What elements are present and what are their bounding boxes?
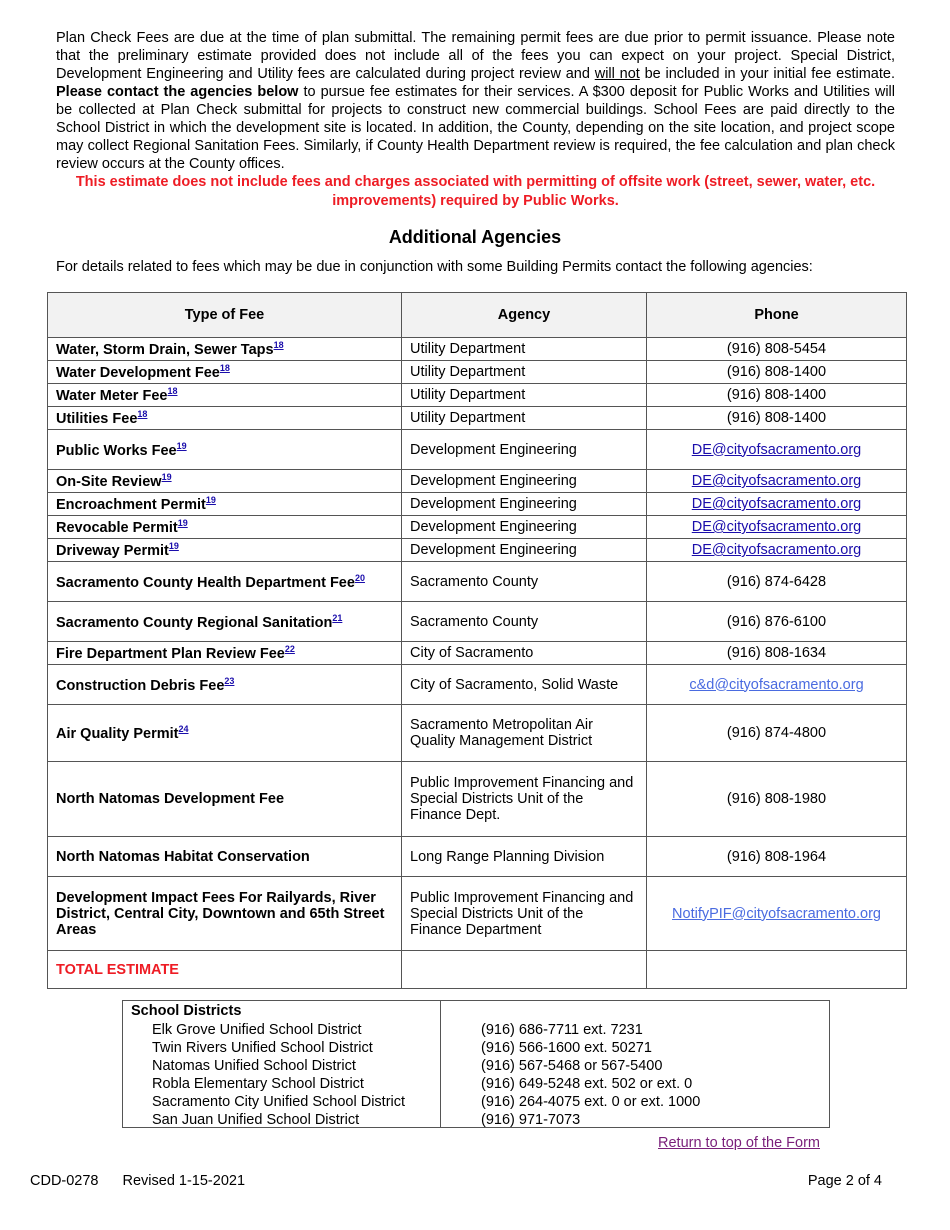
school-district-phone: (916) 649-5248 ext. 502 or ext. 0 [481, 1076, 693, 1092]
footnote-link[interactable]: 19 [205, 495, 216, 506]
fee-type-cell [48, 837, 402, 877]
fee-type-cell [48, 493, 402, 516]
agency-phone: (916) 876-6100 [726, 613, 827, 630]
table-row [48, 384, 907, 407]
footnote-link[interactable]: 23 [224, 675, 235, 686]
agency-phone: (916) 874-4800 [726, 725, 827, 741]
fee-type-cell [48, 642, 402, 665]
phone-cell [647, 338, 907, 361]
total-row [48, 951, 907, 989]
phone-cell [647, 470, 907, 493]
phone-cell [647, 602, 907, 642]
fee-type-label: Sacramento County Health Department Fee [56, 574, 355, 591]
fee-type-label: Sacramento County Regional Sanitation [56, 614, 333, 631]
fee-type-label: On-Site Review [56, 473, 162, 490]
fee-type-cell [48, 562, 402, 602]
agency-email-link[interactable]: NotifyPIF@cityofsacramento.org [672, 905, 881, 922]
fee-type-label: Air Quality Permit [56, 725, 179, 742]
col-header-type: Type of Fee [48, 293, 402, 338]
phone-cell [647, 361, 907, 384]
table-row [48, 642, 907, 665]
fee-type-label: Utilities Fee [56, 410, 138, 427]
agency-phone: (916) 808-1634 [726, 645, 827, 661]
phone-cell [647, 705, 907, 762]
intro-text-1: Plan Check Fees are due at the time of plan submittal. The remaining permit fees are due prior to permit issuance. Please note that the preliminary estimate provided does not include all of the fees you can expect on your project. Special District, Development Engineering and Utility fees are calculated during project review and [56, 30, 895, 82]
school-district-name: San Juan Unified School District [152, 1112, 360, 1128]
table-row [48, 430, 907, 470]
footnote-link[interactable]: 22 [284, 644, 295, 655]
agency-phone: (916) 808-5454 [726, 341, 827, 357]
agency-cell: Development Engineering [402, 430, 647, 470]
school-district-name: Twin Rivers Unified School District [152, 1040, 373, 1056]
footer-revised: Revised 1-15-2021 [122, 1173, 246, 1189]
intro-bold-text: Please contact the agencies below [56, 84, 299, 100]
fee-type-cell [48, 384, 402, 407]
agency-email-link[interactable]: DE@cityofsacramento.org [691, 496, 862, 512]
total-phone-cell [647, 951, 907, 989]
school-district-phone: (916) 971-7073 [481, 1112, 581, 1128]
footnote-link[interactable]: 18 [167, 386, 178, 397]
fee-type-label: Fire Department Plan Review Fee [56, 645, 285, 662]
intro-text-2: be included in your initial fee estimate. [639, 66, 895, 82]
table-row [48, 877, 907, 951]
school-district-phone: (916) 264-4075 ext. 0 or ext. 1000 [481, 1094, 701, 1110]
school-districts-left-cell [123, 1001, 441, 1127]
table-row [48, 665, 907, 705]
school-district-phone: (916) 566-1600 ext. 50271 [481, 1040, 652, 1056]
phone-cell [647, 837, 907, 877]
intro-paragraph [56, 29, 895, 173]
agency-email-link[interactable]: DE@cityofsacramento.org [691, 441, 862, 458]
phone-cell [647, 877, 907, 951]
table-header-row [48, 293, 907, 338]
agency-cell: Utility Department [402, 384, 647, 407]
table-row [48, 539, 907, 562]
phone-cell [647, 539, 907, 562]
agency-email-link[interactable]: DE@cityofsacramento.org [691, 473, 862, 489]
fee-type-cell [48, 407, 402, 430]
fee-type-cell [48, 762, 402, 837]
table-row [48, 470, 907, 493]
fee-type-cell [48, 470, 402, 493]
fee-type-cell [48, 877, 402, 951]
school-district-phone: (916) 686-7711 ext. 7231 [481, 1022, 643, 1038]
agency-cell: Sacramento County [402, 602, 647, 642]
footnote-link[interactable]: 19 [177, 518, 188, 529]
phone-cell [647, 407, 907, 430]
fee-type-label: North Natomas Development Fee [56, 791, 285, 807]
school-district-name: Elk Grove Unified School District [152, 1022, 362, 1038]
agency-cell: Development Engineering [402, 516, 647, 539]
fee-type-label: Driveway Permit [56, 542, 169, 559]
school-districts-box [122, 1000, 830, 1128]
fee-type-label: Public Works Fee [56, 442, 177, 459]
footnote-link[interactable]: 21 [332, 612, 343, 623]
table-row [48, 516, 907, 539]
agency-phone: (916) 874-6428 [726, 573, 827, 590]
school-district-name: Natomas Unified School District [152, 1058, 356, 1074]
fee-type-cell [48, 602, 402, 642]
fee-type-cell [48, 705, 402, 762]
phone-cell [647, 642, 907, 665]
table-row [48, 361, 907, 384]
fee-type-label: Water Meter Fee [56, 387, 168, 404]
agency-cell: Development Engineering [402, 470, 647, 493]
agency-cell: Public Improvement Financing and Special Districts Unit of the Finance Dept. [402, 762, 647, 837]
agency-email-link[interactable]: DE@cityofsacramento.org [691, 542, 862, 558]
will-not-text: will not [594, 66, 640, 82]
agency-phone: (916) 808-1400 [726, 410, 827, 426]
table-row [48, 762, 907, 837]
table-row [48, 837, 907, 877]
fee-type-label: Development Impact Fees For Railyards, River District, Central City, Downtown and 65th Street Areas [56, 889, 385, 938]
agency-phone: (916) 808-1980 [726, 791, 827, 807]
footnote-link[interactable]: 20 [354, 572, 365, 583]
agency-cell: City of Sacramento, Solid Waste [402, 665, 647, 705]
table-row [48, 407, 907, 430]
fee-type-cell [48, 338, 402, 361]
agency-phone: (916) 808-1964 [726, 848, 827, 865]
footnote-link[interactable]: 18 [219, 363, 230, 374]
agency-cell: Public Improvement Financing and Special Districts Unit of the Finance Department [402, 877, 647, 951]
offsite-warning: This estimate does not include fees and charges associated with permitting of offsite work (street, sewer, water, etc. improvements) required by Public Works. [75, 174, 876, 209]
fee-type-cell [48, 430, 402, 470]
footnote-link[interactable]: 24 [178, 724, 189, 735]
footer-form-id: CDD-0278 [30, 1173, 99, 1189]
school-district-phones [481, 1021, 700, 1129]
table-row [48, 562, 907, 602]
agency-cell: Utility Department [402, 407, 647, 430]
section-heading: Additional Agencies [388, 227, 562, 247]
fee-type-label: Encroachment Permit [56, 496, 206, 513]
footnote-link[interactable]: 19 [161, 472, 172, 483]
section-subtext: For details related to fees which may be due in conjunction with some Building Permits contact the following agencies: [56, 259, 813, 275]
agency-cell: Sacramento Metropolitan Air Quality Management District [402, 705, 647, 762]
agency-cell: Development Engineering [402, 493, 647, 516]
footnote-link[interactable]: 19 [176, 440, 187, 451]
phone-cell [647, 430, 907, 470]
total-estimate-label: TOTAL ESTIMATE [48, 951, 402, 989]
phone-cell [647, 762, 907, 837]
table-row [48, 602, 907, 642]
fee-type-label: North Natomas Habitat Conservation [56, 848, 310, 865]
fee-type-label: Water Development Fee [56, 364, 220, 381]
fee-type-cell [48, 665, 402, 705]
agency-cell: Utility Department [402, 361, 647, 384]
school-district-name: Robla Elementary School District [152, 1076, 364, 1092]
fee-type-cell [48, 361, 402, 384]
fee-type-label: Revocable Permit [56, 519, 178, 536]
footnote-link[interactable]: 19 [168, 541, 179, 552]
agency-cell: Long Range Planning Division [402, 837, 647, 877]
total-agency-cell [402, 951, 647, 989]
agencies-table [47, 292, 907, 989]
agency-cell: Utility Department [402, 338, 647, 361]
col-header-agency: Agency [402, 293, 647, 338]
intro-text-3: to pursue fee estimates for their services. A $300 deposit for Public Works and Utilities will be collected at Plan Check submittal for projects to construct new commercial buildings. School Fees are paid directly to the School District in which the development site is located. In addition, the County, depending on the site location, and project scope may collect Regional Sanitation Fees. Similarly, if County Health Department review is required, the fee calculation and plan check review occurs at the County offices. [56, 84, 895, 172]
footnote-link[interactable]: 18 [137, 409, 148, 420]
school-district-list [152, 1021, 405, 1129]
fee-type-cell [48, 539, 402, 562]
fee-type-label: Water, Storm Drain, Sewer Taps [56, 341, 274, 358]
agency-email-link[interactable]: DE@cityofsacramento.org [691, 519, 862, 535]
agency-cell: Sacramento County [402, 562, 647, 602]
agency-cell: Development Engineering [402, 539, 647, 562]
footer-page-number: Page 2 of 4 [807, 1173, 882, 1189]
phone-cell [647, 493, 907, 516]
fee-type-label: Construction Debris Fee [56, 677, 225, 694]
phone-cell [647, 384, 907, 407]
phone-cell [647, 665, 907, 705]
return-to-top-link[interactable]: Return to top of the Form [658, 1135, 820, 1151]
fee-type-cell [48, 516, 402, 539]
phone-cell [647, 516, 907, 539]
school-district-phone: (916) 567-5468 or 567-5400 [481, 1058, 663, 1074]
phone-cell [647, 562, 907, 602]
footer-form-info [30, 1173, 245, 1189]
table-row [48, 705, 907, 762]
table-row [48, 338, 907, 361]
school-district-name: Sacramento City Unified School District [152, 1094, 406, 1110]
table-row [48, 493, 907, 516]
school-districts-title: School Districts [131, 1003, 242, 1019]
footnote-link[interactable]: 18 [273, 340, 284, 351]
col-header-phone: Phone [647, 293, 907, 338]
agency-phone: (916) 808-1400 [726, 387, 827, 403]
agency-phone: (916) 808-1400 [726, 364, 827, 380]
agency-email-link[interactable]: c&d@cityofsacramento.org [689, 676, 864, 693]
agency-cell: City of Sacramento [402, 642, 647, 665]
